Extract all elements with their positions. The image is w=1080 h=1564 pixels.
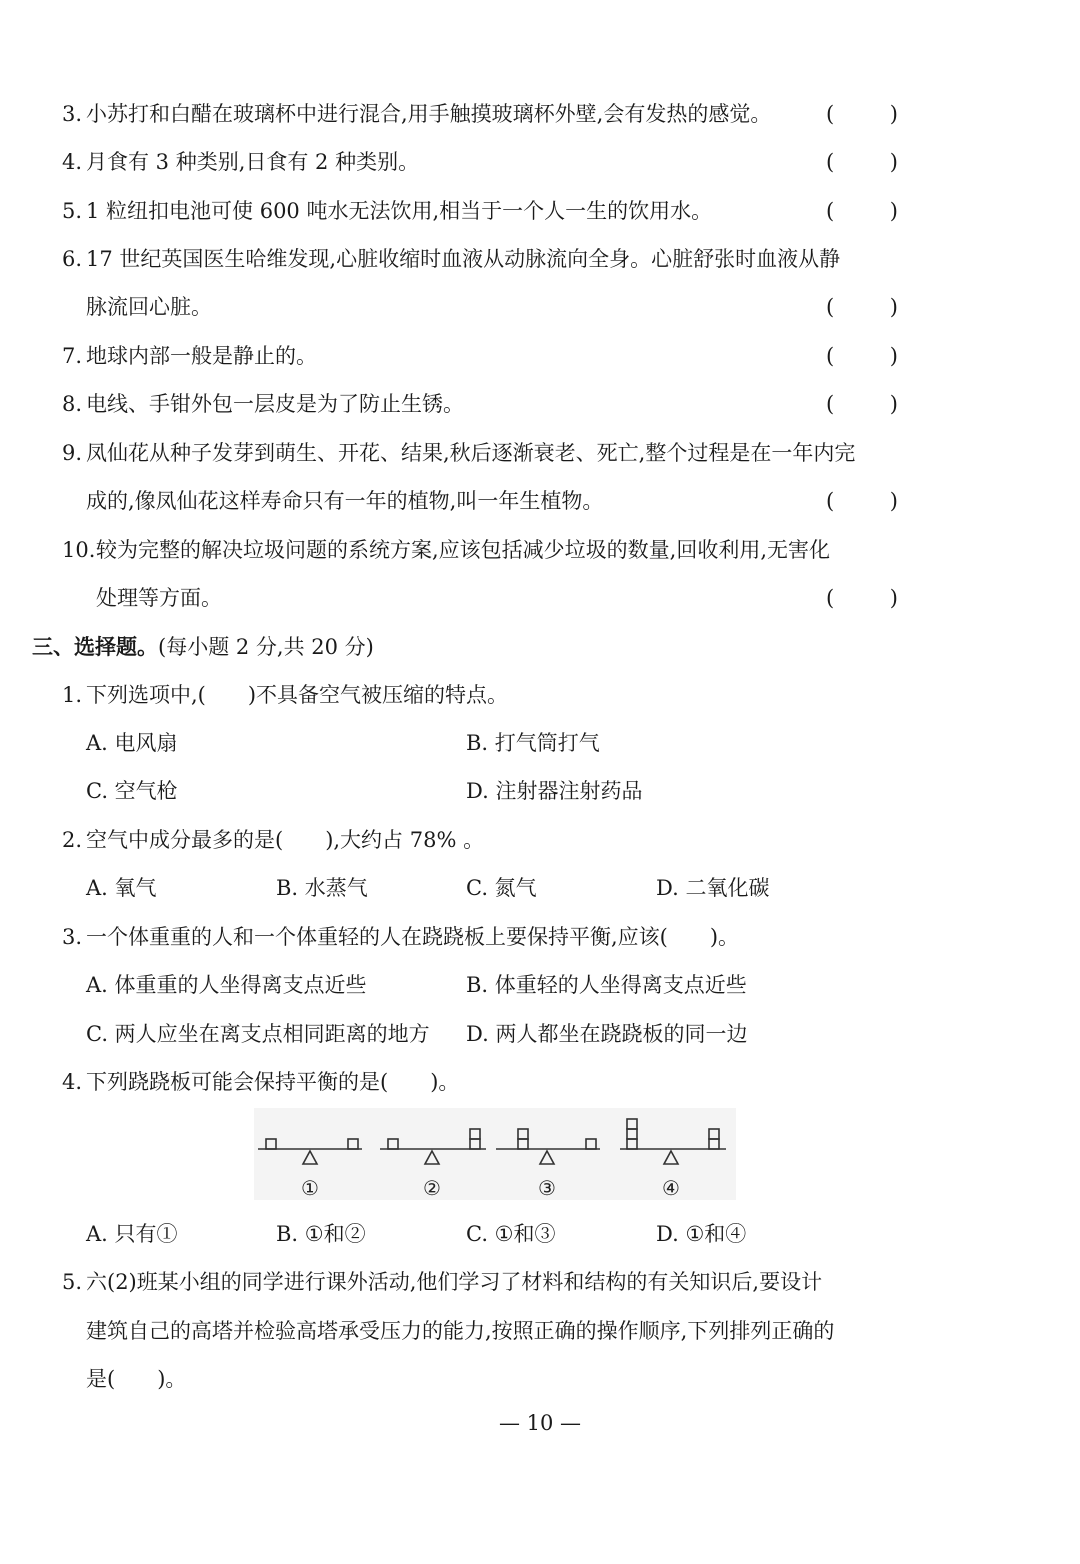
option-d[interactable]: D. 注射器注射药品 bbox=[466, 779, 643, 803]
question-text: 下列选项中,( )不具备空气被压缩的特点。 bbox=[86, 683, 509, 707]
option-d[interactable]: D. ①和④ bbox=[656, 1222, 747, 1246]
question-number: 5. bbox=[62, 1270, 83, 1294]
question-number: 10. bbox=[62, 538, 96, 562]
question-text: 月食有 3 种类别,日食有 2 种类别。 bbox=[86, 150, 420, 174]
question-number: 2. bbox=[62, 828, 83, 852]
option-a[interactable]: A. 体重重的人坐得离支点近些 bbox=[86, 973, 367, 997]
answer-blank[interactable]: ( ) bbox=[826, 102, 898, 126]
question-text-continued: 处理等方面。 bbox=[96, 586, 222, 610]
figure-label-1: ① bbox=[301, 1176, 319, 1200]
question-text-continued: 脉流回心脏。 bbox=[86, 295, 212, 319]
question-number: 8. bbox=[62, 392, 83, 416]
question-text-continued: 成的,像凤仙花这样寿命只有一年的植物,叫一年生植物。 bbox=[86, 489, 604, 513]
question-text: 一个体重重的人和一个体重轻的人在跷跷板上要保持平衡,应该( )。 bbox=[86, 925, 740, 949]
question-number: 3. bbox=[62, 925, 83, 949]
question-number: 4. bbox=[62, 1070, 83, 1094]
answer-blank[interactable]: ( ) bbox=[826, 295, 898, 319]
question-number: 7. bbox=[62, 344, 83, 368]
option-a[interactable]: A. 只有① bbox=[86, 1222, 178, 1246]
answer-blank[interactable]: ( ) bbox=[826, 392, 898, 416]
question-text: 六(2)班某小组的同学进行课外活动,他们学习了材料和结构的有关知识后,要设计 bbox=[86, 1270, 823, 1294]
section-note: (每小题 2 分,共 20 分) bbox=[158, 635, 374, 659]
option-c[interactable]: C. 空气枪 bbox=[86, 779, 178, 803]
page-number: — 10 — bbox=[498, 1411, 582, 1435]
question-text: 空气中成分最多的是( ),大约占 78% 。 bbox=[86, 828, 485, 852]
seesaw-figure bbox=[250, 1108, 740, 1208]
figure-label-3: ③ bbox=[538, 1176, 556, 1200]
question-text: 下列跷跷板可能会保持平衡的是( )。 bbox=[86, 1070, 460, 1094]
option-c[interactable]: C. ①和③ bbox=[466, 1222, 556, 1246]
question-text: 小苏打和白醋在玻璃杯中进行混合,用手触摸玻璃杯外壁,会有发热的感觉。 bbox=[86, 102, 772, 126]
question-number: 9. bbox=[62, 441, 83, 465]
option-a[interactable]: A. 电风扇 bbox=[86, 731, 178, 755]
option-d[interactable]: D. 二氧化碳 bbox=[656, 876, 770, 900]
question-text: 较为完整的解决垃圾问题的系统方案,应该包括减少垃圾的数量,回收利用,无害化 bbox=[96, 538, 831, 562]
option-a[interactable]: A. 氧气 bbox=[86, 876, 157, 900]
figure-label-2: ② bbox=[423, 1176, 441, 1200]
answer-blank[interactable]: ( ) bbox=[826, 150, 898, 174]
option-b[interactable]: B. 体重轻的人坐得离支点近些 bbox=[466, 973, 747, 997]
option-c[interactable]: C. 氮气 bbox=[466, 876, 537, 900]
answer-blank[interactable]: ( ) bbox=[826, 586, 898, 610]
question-text: 17 世纪英国医生哈维发现,心脏收缩时血液从动脉流向全身。心脏舒张时血液从静 bbox=[86, 247, 841, 271]
question-text: 地球内部一般是静止的。 bbox=[86, 344, 317, 368]
section-heading bbox=[32, 632, 374, 662]
answer-blank[interactable]: ( ) bbox=[826, 344, 898, 368]
option-d[interactable]: D. 两人都坐在跷跷板的同一边 bbox=[466, 1022, 748, 1046]
question-number: 6. bbox=[62, 247, 83, 271]
question-text: 1 粒纽扣电池可使 600 吨水无法饮用,相当于一个人一生的饮用水。 bbox=[86, 199, 713, 223]
section-title: 三、选择题。 bbox=[32, 635, 158, 659]
option-c[interactable]: C. 两人应坐在离支点相同距离的地方 bbox=[86, 1022, 430, 1046]
question-number: 5. bbox=[62, 199, 83, 223]
question-text-continued: 建筑自己的高塔并检验高塔承受压力的能力,按照正确的操作顺序,下列排列正确的 bbox=[86, 1319, 835, 1343]
question-text: 电线、手钳外包一层皮是为了防止生锈。 bbox=[86, 392, 464, 416]
question-text: 凤仙花从种子发芽到萌生、开花、结果,秋后逐渐衰老、死亡,整个过程是在一年内完 bbox=[86, 441, 856, 465]
option-b[interactable]: B. 打气筒打气 bbox=[466, 731, 600, 755]
question-number: 4. bbox=[62, 150, 83, 174]
figure-label-4: ④ bbox=[662, 1176, 680, 1200]
question-number: 3. bbox=[62, 102, 83, 126]
question-text-continued: 是( )。 bbox=[86, 1367, 187, 1391]
answer-blank[interactable]: ( ) bbox=[826, 199, 898, 223]
question-number: 1. bbox=[62, 683, 83, 707]
option-b[interactable]: B. ①和② bbox=[276, 1222, 366, 1246]
option-b[interactable]: B. 水蒸气 bbox=[276, 876, 368, 900]
answer-blank[interactable]: ( ) bbox=[826, 489, 898, 513]
